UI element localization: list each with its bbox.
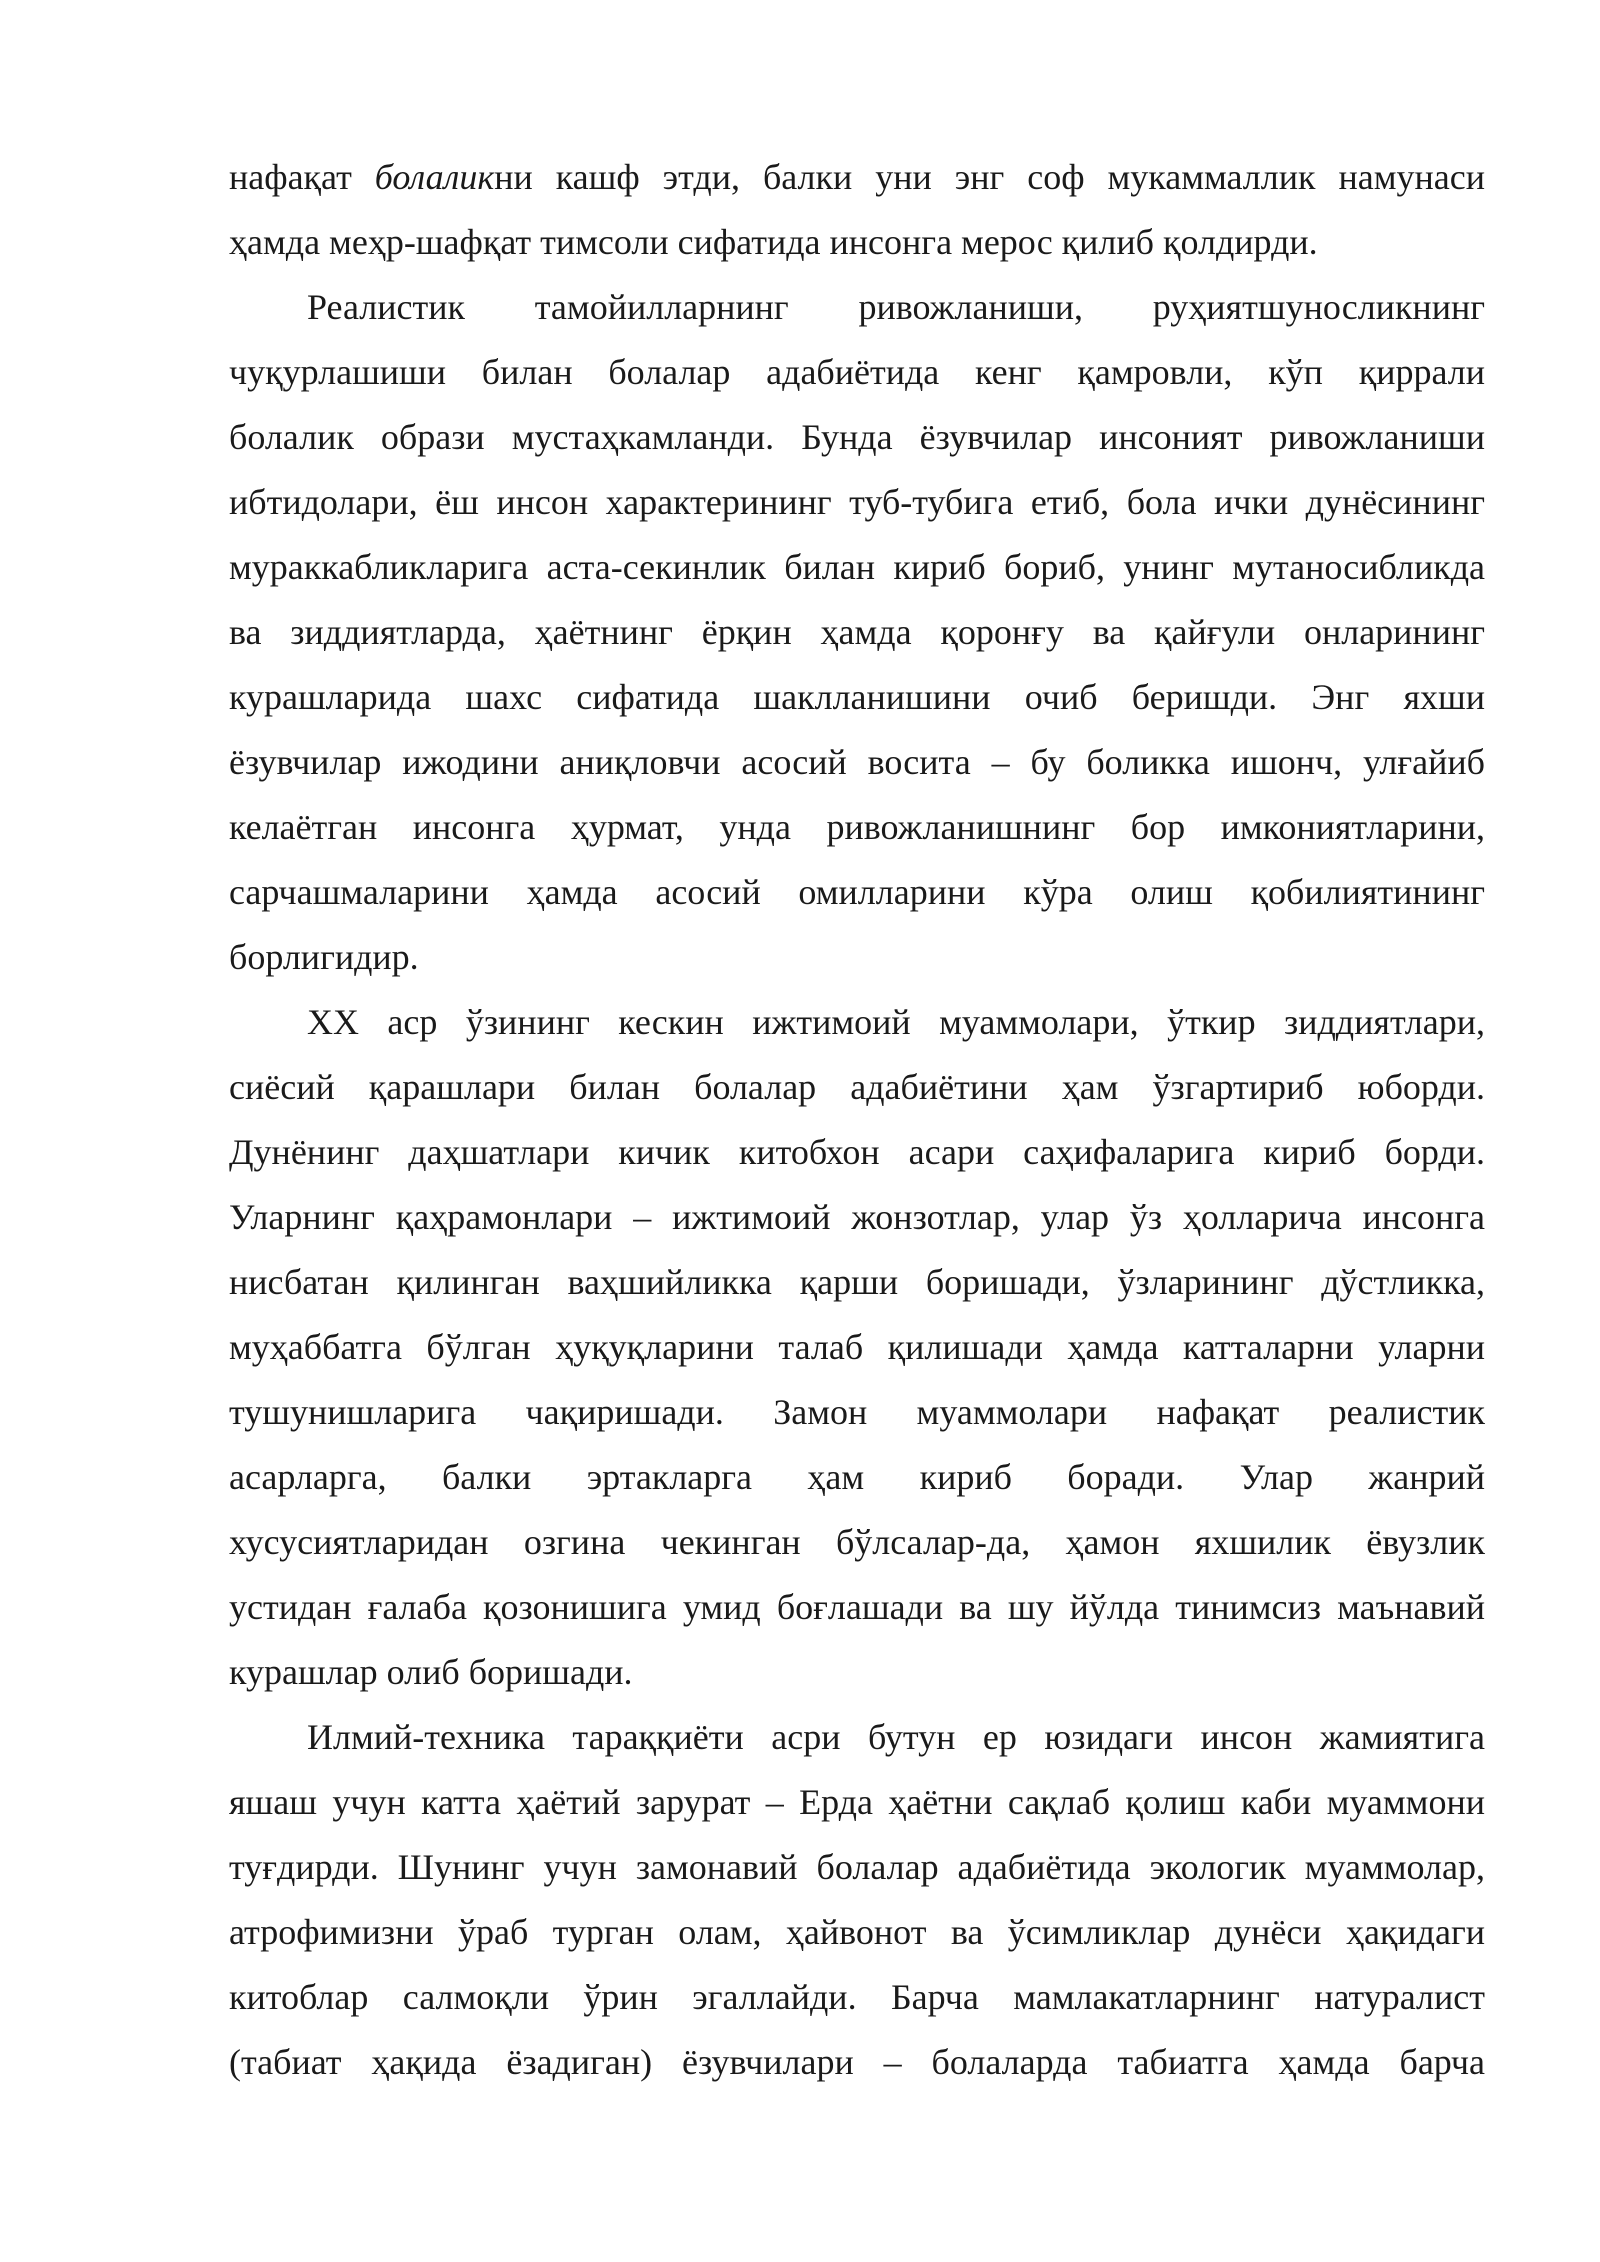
text-line: Илмий-техника тараққиёти асри бутун ер юзидаги инсон жамиятига	[307, 1717, 1485, 1757]
text-line: устидан ғалаба қозонишига умид боғлашади ва шу йўлда тинимсиз маънавий	[229, 1587, 1485, 1627]
body-text	[229, 145, 1485, 2095]
text-line: тушунишларига чақиришади. Замон муаммолари нафақат реалистик	[229, 1392, 1485, 1432]
text-line: Уларнинг қаҳрамонлари – ижтимоий жонзотлар, улар ўз ҳолларича инсонга	[229, 1197, 1485, 1237]
text-line: курашларида шахс сифатида шаклланишини очиб беришди. Энг яхши	[229, 677, 1485, 717]
text-line: нисбатан қилинган ваҳшийликка қарши боришади, ўзларининг дўстликка,	[229, 1262, 1485, 1302]
text-line: борлигидир.	[229, 937, 419, 977]
text-line: мураккабликларига аста-секинлик билан кириб бориб, унинг мутаносибликда	[229, 547, 1485, 587]
italic-term: болалик	[374, 157, 495, 197]
text-line: атрофимизни ўраб турган олам, ҳайвонот ва ўсимликлар дунёси ҳақидаги	[229, 1912, 1485, 1952]
text-line: (табиат ҳақида ёзадиган) ёзувчилари – болаларда табиатга ҳамда барча	[229, 2042, 1485, 2082]
text-line: китоблар салмоқли ўрин эгаллайди. Барча мамлакатларнинг натуралист	[229, 1977, 1485, 2017]
text-line: асарларга, балки эртакларга ҳам кириб боради. Улар жанрий	[229, 1457, 1485, 1497]
text-line: Дунёнинг даҳшатлари кичик китобхон асари саҳифаларига кириб борди.	[229, 1132, 1485, 1172]
text-line: сиёсий қарашлари билан болалар адабиётини ҳам ўзгартириб юборди.	[229, 1067, 1485, 1107]
text-line: ёзувчилар ижодини аниқловчи асосий восита – бу боликка ишонч, улғайиб	[229, 742, 1485, 782]
text-line: Реалистик тамойилларнинг ривожланиши, руҳиятшуносликнинг	[307, 287, 1485, 327]
text-line: нафақат болаликни кашф этди, балки уни энг соф мукаммаллик намунаси	[229, 157, 1485, 197]
text-line: сарчашмаларини ҳамда асосий омилларини кўра олиш қобилиятининг	[229, 872, 1485, 912]
text-line: ва зиддиятларда, ҳаётнинг ёрқин ҳамда қоронғу ва қайғули онларининг	[229, 612, 1485, 652]
text-line: келаётган инсонга ҳурмат, унда ривожланишнинг бор имкониятларини,	[229, 807, 1485, 847]
text-line: XX аср ўзининг кескин ижтимоий муаммолари, ўткир зиддиятлари,	[307, 1002, 1485, 1042]
text-line: ибтидолари, ёш инсон характерининг туб-тубига етиб, бола ички дунёсининг	[229, 482, 1485, 522]
text-line: ҳамда меҳр-шафқат тимсоли сифатида инсонга мерос қилиб қолдирди.	[229, 222, 1318, 262]
text-line: туғдирди. Шунинг учун замонавий болалар адабиётида экологик муаммолар,	[229, 1847, 1485, 1887]
text-line: чуқурлашиши билан болалар адабиётида кенг қамровли, кўп қиррали	[229, 352, 1485, 392]
text-line: хусусиятларидан озгина чекинган бўлсалар-да, ҳамон яхшилик ёвузлик	[229, 1522, 1485, 1562]
text-line: яшаш учун катта ҳаётий зарурат – Ерда ҳаётни сақлаб қолиш каби муаммони	[229, 1782, 1485, 1822]
text-line: болалик образи мустаҳкамланди. Бунда ёзувчилар инсоният ривожланиши	[229, 417, 1485, 457]
text-line: курашлар олиб боришади.	[229, 1652, 633, 1692]
text-line: муҳаббатга бўлган ҳуқуқларини талаб қилишади ҳамда катталарни уларни	[229, 1327, 1485, 1367]
